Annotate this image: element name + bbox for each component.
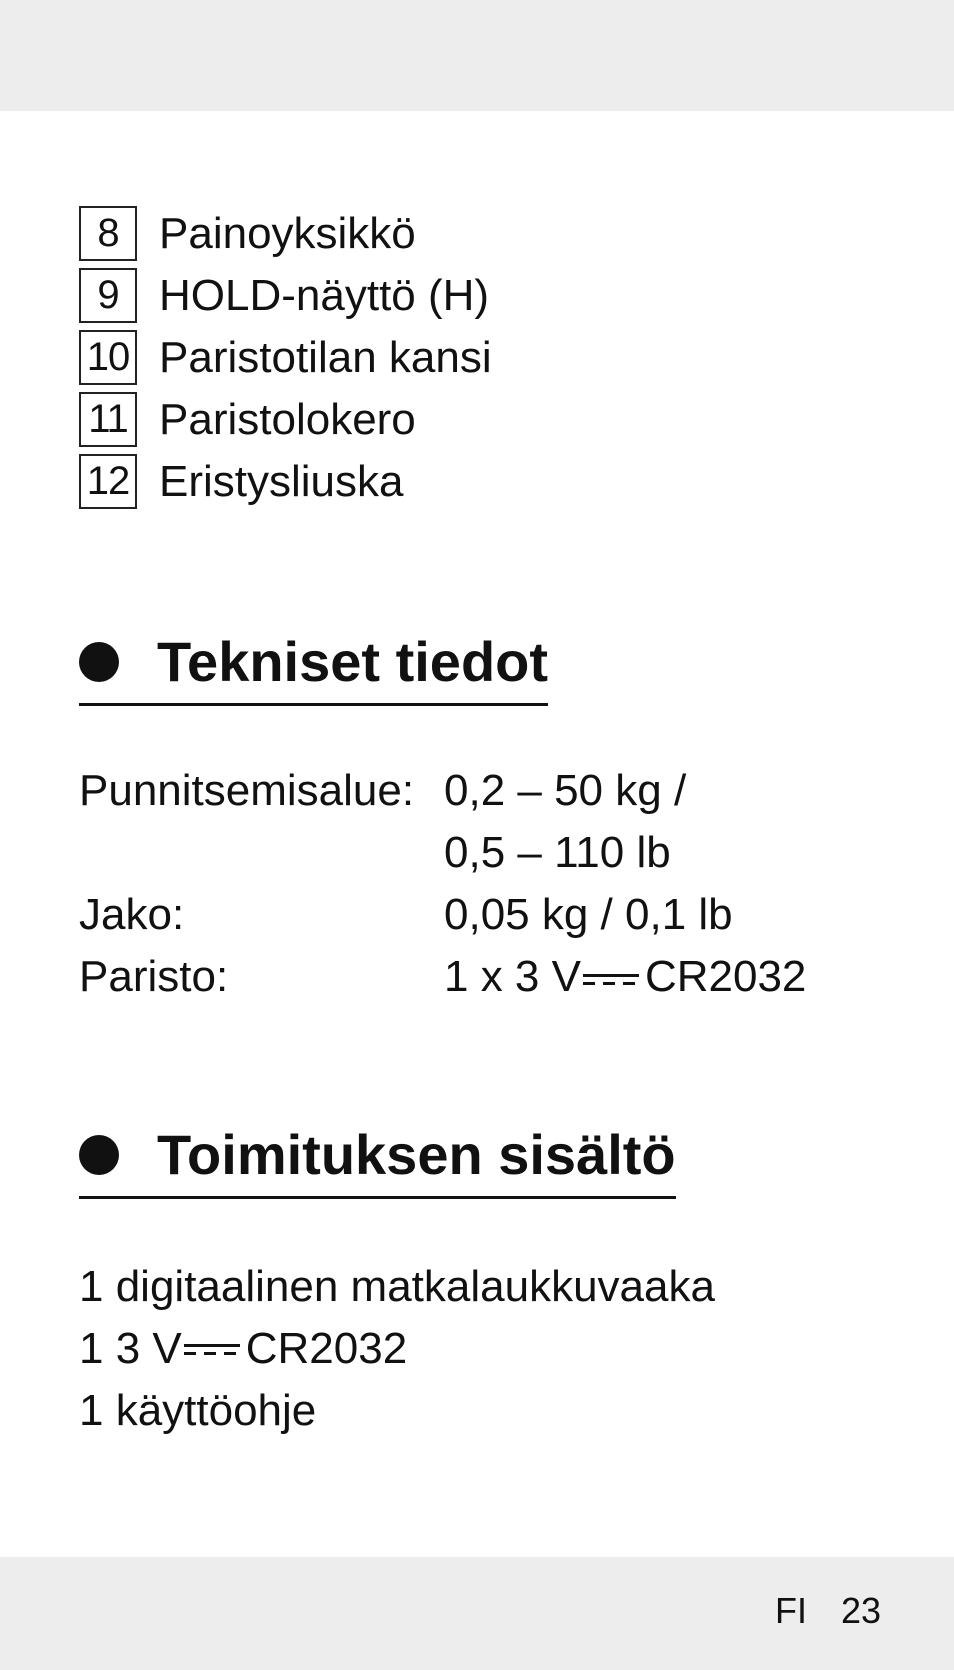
contents-item-text: 1 digitaalinen matkalaukkuvaaka — [79, 1262, 715, 1311]
part-item — [79, 391, 492, 448]
contents-heading-text: Toimituksen sisältö — [157, 1123, 676, 1186]
part-item — [79, 453, 492, 510]
part-item — [79, 267, 492, 324]
direct-current-icon — [583, 967, 639, 991]
spec-value — [444, 952, 806, 1002]
battery-type: CR2032 — [644, 952, 807, 1001]
part-number-box: 8 — [79, 206, 137, 261]
spec-value: 0,2 – 50 kg / — [444, 766, 687, 815]
spec-label: Punnitsemisalue: — [79, 766, 415, 815]
battery-voltage: 1 x 3 V — [444, 952, 581, 1001]
bullet-icon — [79, 1135, 119, 1175]
part-label: Paristolokero — [159, 394, 416, 444]
direct-current-icon — [184, 1337, 240, 1361]
spec-label: Paristo: — [79, 952, 229, 1001]
tech-section-heading — [79, 627, 548, 706]
spec-row — [79, 760, 806, 822]
part-label: Eristysliuska — [159, 456, 404, 506]
part-label: HOLD-näyttö (H) — [159, 270, 490, 320]
spec-row — [79, 822, 806, 884]
top-band — [0, 0, 954, 111]
part-item — [79, 329, 492, 386]
contents-item — [79, 1256, 715, 1318]
spec-row — [79, 884, 806, 946]
bullet-icon — [79, 642, 119, 682]
spec-table — [79, 760, 806, 1008]
contents-list — [79, 1256, 715, 1442]
part-label: Paristotilan kansi — [159, 332, 492, 382]
page-number: 23 — [841, 1590, 882, 1631]
footer-language: FI — [775, 1590, 807, 1631]
spec-value: 0,05 kg / 0,1 lb — [444, 890, 733, 939]
spec-row — [79, 946, 806, 1008]
contents-item — [79, 1380, 715, 1442]
parts-list — [79, 205, 492, 515]
contents-section-heading — [79, 1120, 676, 1199]
contents-item-prefix: 1 3 V — [79, 1324, 182, 1373]
part-number-box: 9 — [79, 268, 137, 323]
tech-heading-text: Tekniset tiedot — [157, 630, 549, 693]
spec-value: 0,5 – 110 lb — [444, 828, 671, 877]
part-number-box: 11 — [79, 392, 137, 447]
contents-item-suffix: CR2032 — [245, 1324, 408, 1373]
bottom-band — [0, 1557, 954, 1670]
part-number-box: 12 — [79, 454, 137, 509]
part-item — [79, 205, 492, 262]
part-label: Painoyksikkö — [159, 208, 416, 258]
spec-label: Jako: — [79, 890, 185, 939]
part-number-box: 10 — [79, 330, 137, 385]
contents-item-text: 1 käyttöohje — [79, 1386, 317, 1435]
contents-item — [79, 1318, 715, 1380]
